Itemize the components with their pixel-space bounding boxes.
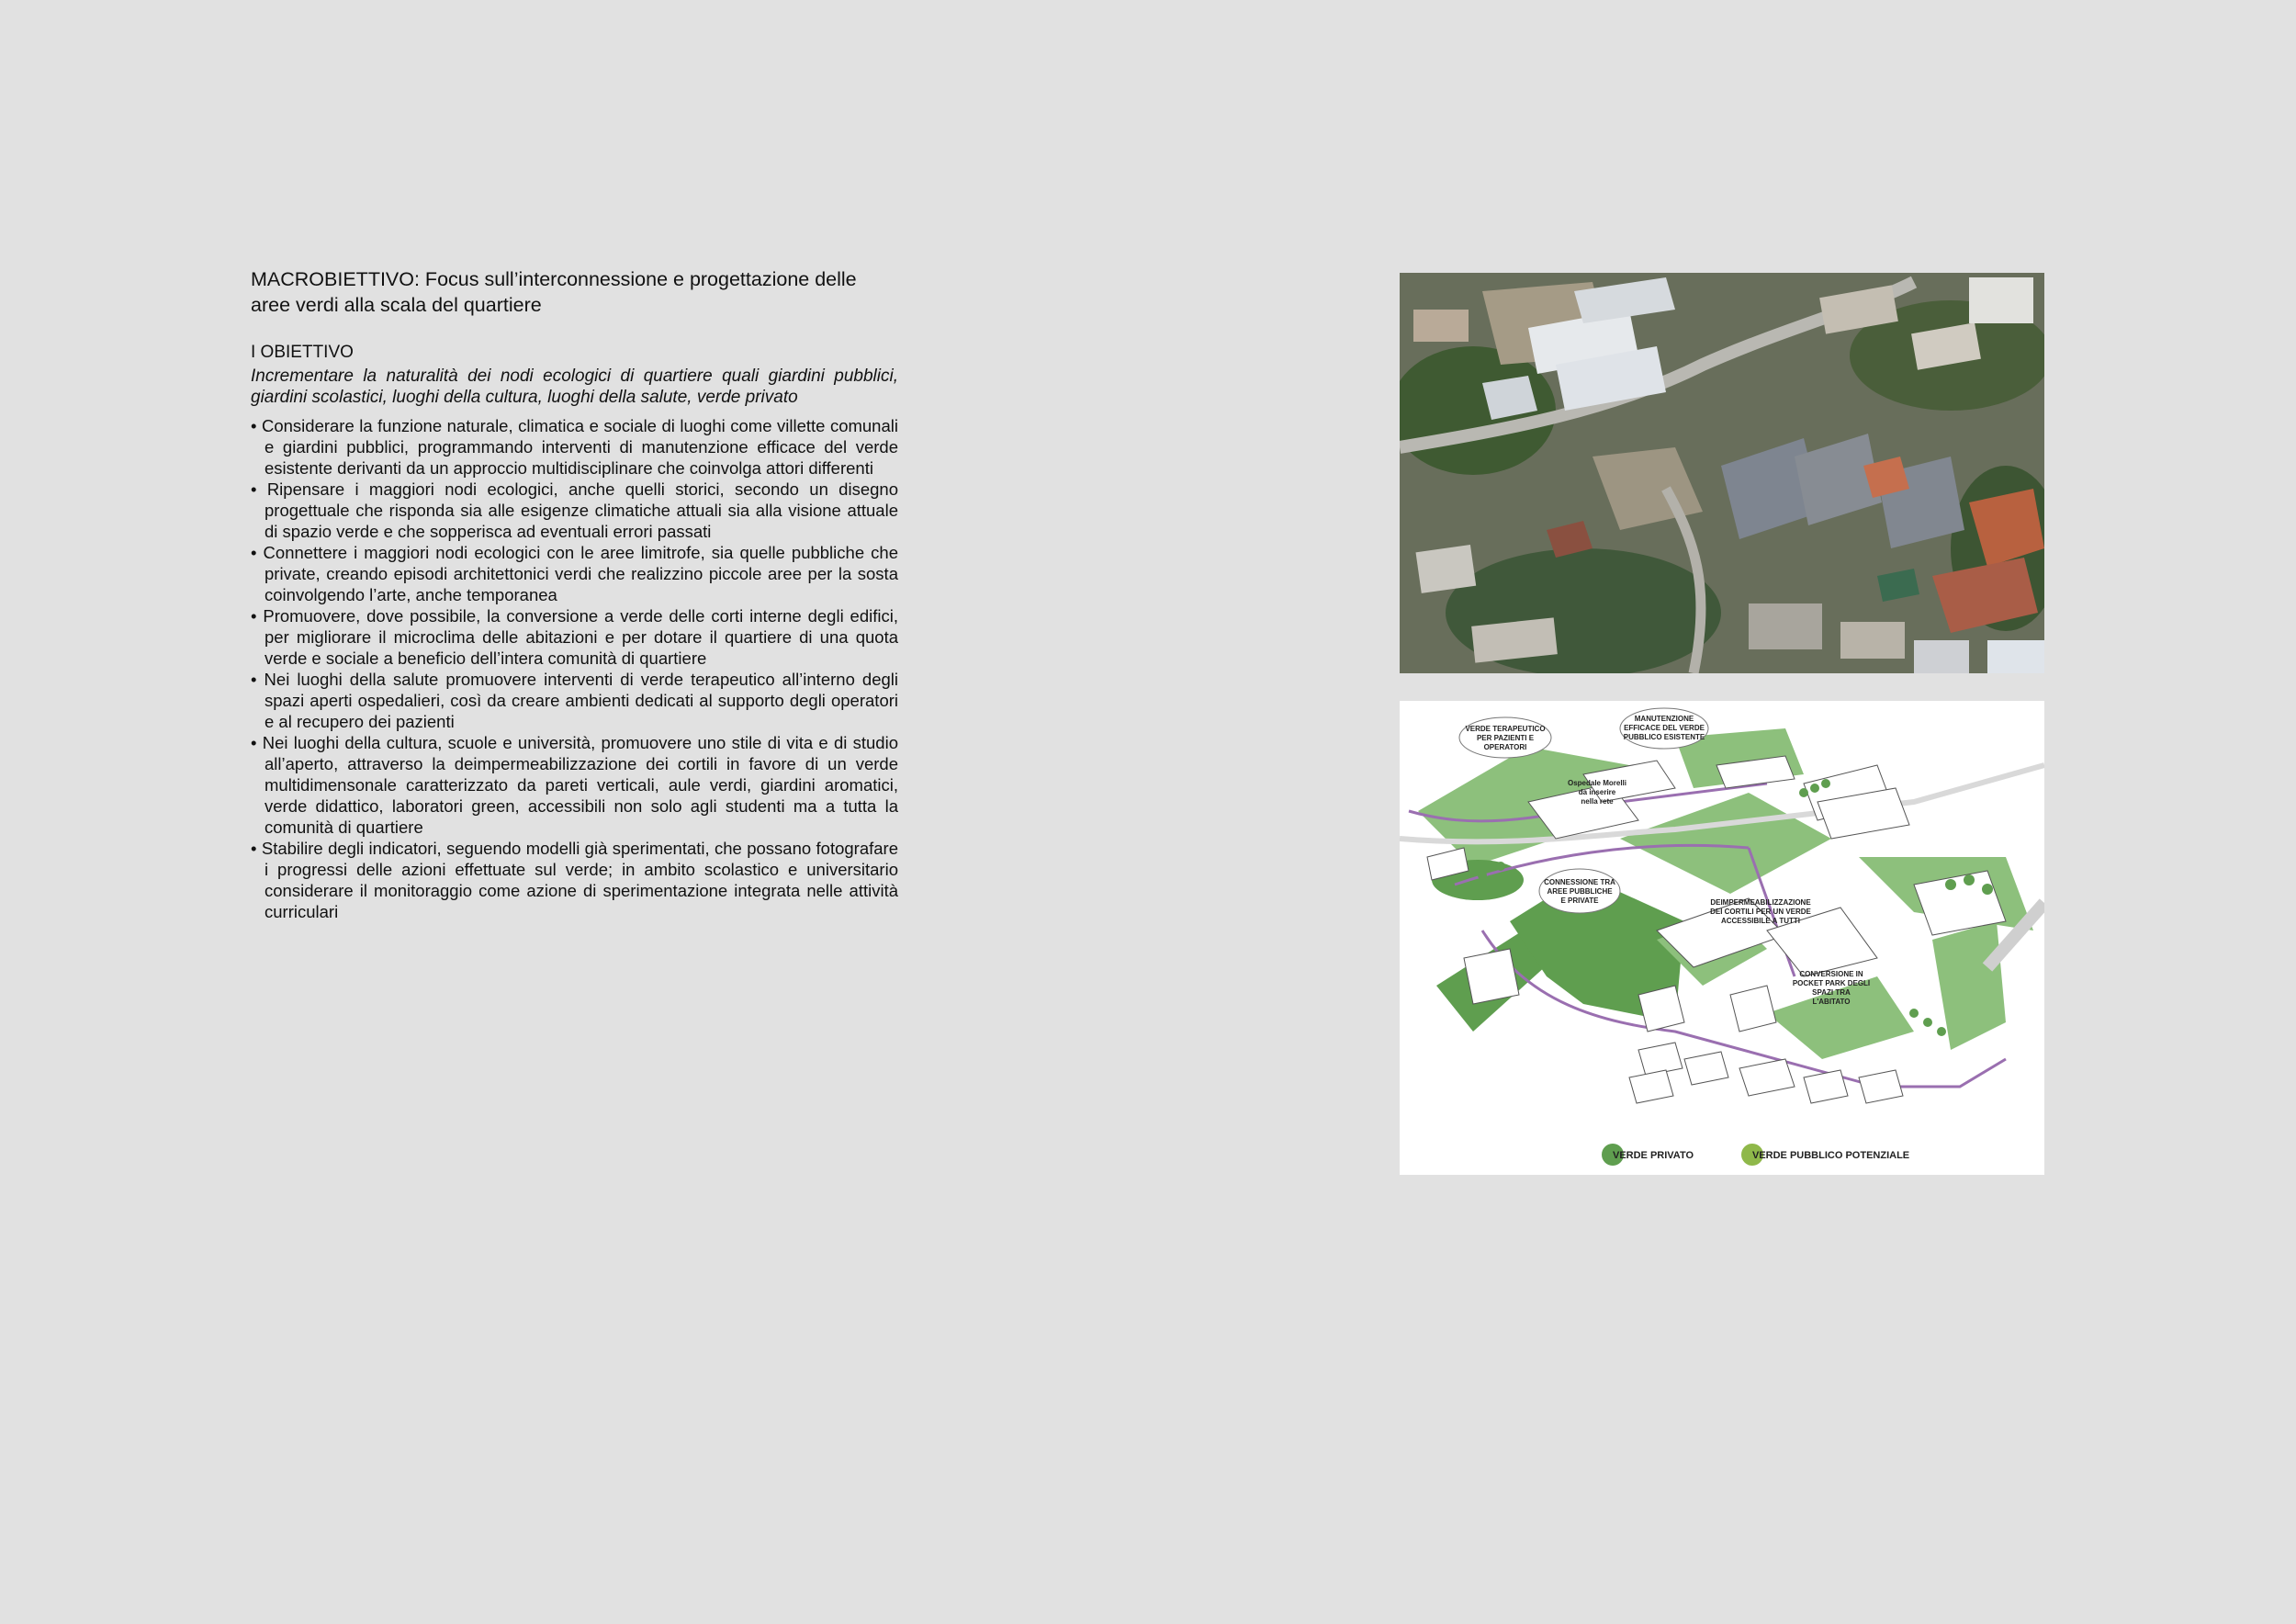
callout-line: OPERATORI	[1483, 743, 1527, 751]
green-network-diagram	[1400, 701, 2044, 1175]
title-line-1: MACROBIETTIVO: Focus sull’interconnessione e progettazione delle	[251, 268, 857, 290]
objective-description: Incrementare la naturalità dei nodi ecologici di quartiere quali giardini pubblici, giardini scolastici, luoghi della cultura, luoghi della salute, verde privato	[251, 367, 898, 407]
aerial-photo	[1400, 273, 2044, 673]
objective-heading: I OBIETTIVO	[251, 343, 354, 362]
aerial-photo-drawing	[1400, 273, 2044, 673]
bullet-item: • Stabilire degli indicatori, seguendo modelli già sperimentati, che possano fotografare i progressi delle azioni effettuate sul verde; in ambito scolastico e universitario considerare il monitoraggio come azione di sperimentazione integrata nelle attività curriculari	[251, 838, 898, 922]
callout-line: AREE PUBBLICHE	[1547, 887, 1613, 896]
title-line-2: aree verdi alla scala del quartiere	[251, 294, 542, 316]
legend-label-public: VERDE PUBBLICO POTENZIALE	[1752, 1150, 1910, 1161]
bullet-item: • Nei luoghi della salute promuovere interventi di verde terapeutico all’interno degli spazi aperti ospedalieri, così da creare ambienti dedicati al supporto degli operatori e al recupero dei pazienti	[251, 669, 898, 732]
callout-line: Ospedale Morelli	[1567, 779, 1627, 787]
objective-bullets	[251, 415, 898, 922]
page-title	[251, 266, 898, 318]
callout-line: nella rete	[1581, 797, 1614, 806]
callout-line: DEIMPERMEABILIZZAZIONE	[1710, 898, 1811, 907]
callout-line: VERDE TERAPEUTICO	[1465, 725, 1546, 733]
callout-line: CONNESSIONE TRA	[1544, 878, 1615, 886]
callout-line: PUBBLICO ESISTENTE	[1623, 733, 1705, 741]
bullet-item: • Nei luoghi della cultura, scuole e università, promuovere uno stile di vita e di studio all’aperto, attraverso la deimpermeabilizzazione dei cortili in favore di un verde multidimensonale caratterizzato da pareti verticali, aule verdi, giardini aromatici, verde didattico, laboratori green, accessibili non solo agli studenti ma a tutta la comunità di quartiere	[251, 732, 898, 838]
callout-line: ACCESSIBILE A TUTTI	[1720, 917, 1801, 925]
legend-label-private: VERDE PRIVATO	[1613, 1150, 1694, 1161]
bullet-item: • Connettere i maggiori nodi ecologici con le aree limitrofe, sia quelle pubbliche che private, creando episodi architettonici verdi che realizzino piccole aree per la sosta coinvolgendo l’arte, anche temporanea	[251, 542, 898, 605]
callout-line: L'ABITATO	[1812, 998, 1851, 1006]
callout-line: SPAZI TRA	[1812, 988, 1851, 997]
bullet-item: • Ripensare i maggiori nodi ecologici, anche quelli storici, secondo un disegno progettuale che risponda sia alle esigenze climatiche attuali sia alla visione attuale di spazio verde e che sopperisca ad eventuali errori passati	[251, 479, 898, 542]
callout-line: POCKET PARK DEGLI	[1792, 979, 1871, 987]
diagram-drawing	[1400, 701, 2044, 1175]
callout-line: E PRIVATE	[1560, 897, 1599, 905]
callout-line: PER PAZIENTI E	[1476, 734, 1535, 742]
bullet-item: • Promuovere, dove possibile, la conversione a verde delle corti interne degli edifici, per migliorare il microclima delle abitazioni e per dotare il quartiere di una quota verde e sociale a beneficio dell’intera comunità di quartiere	[251, 605, 898, 669]
callout-line: CONVERSIONE IN	[1799, 970, 1863, 978]
bullet-item: • Considerare la funzione naturale, climatica e sociale di luoghi come villette comunali e giardini pubblici, programmando interventi di manutenzione efficace del verde esistente derivanti da un approccio multidisciplinare che coinvolga attori differenti	[251, 415, 898, 479]
callout-line: DEI CORTILI PER UN VERDE	[1710, 908, 1811, 916]
callout-line: EFFICACE DEL VERDE	[1624, 724, 1705, 732]
text-column	[251, 266, 898, 922]
callout-line: da inserire	[1578, 788, 1616, 796]
callout-line: MANUTENZIONE	[1634, 715, 1694, 723]
